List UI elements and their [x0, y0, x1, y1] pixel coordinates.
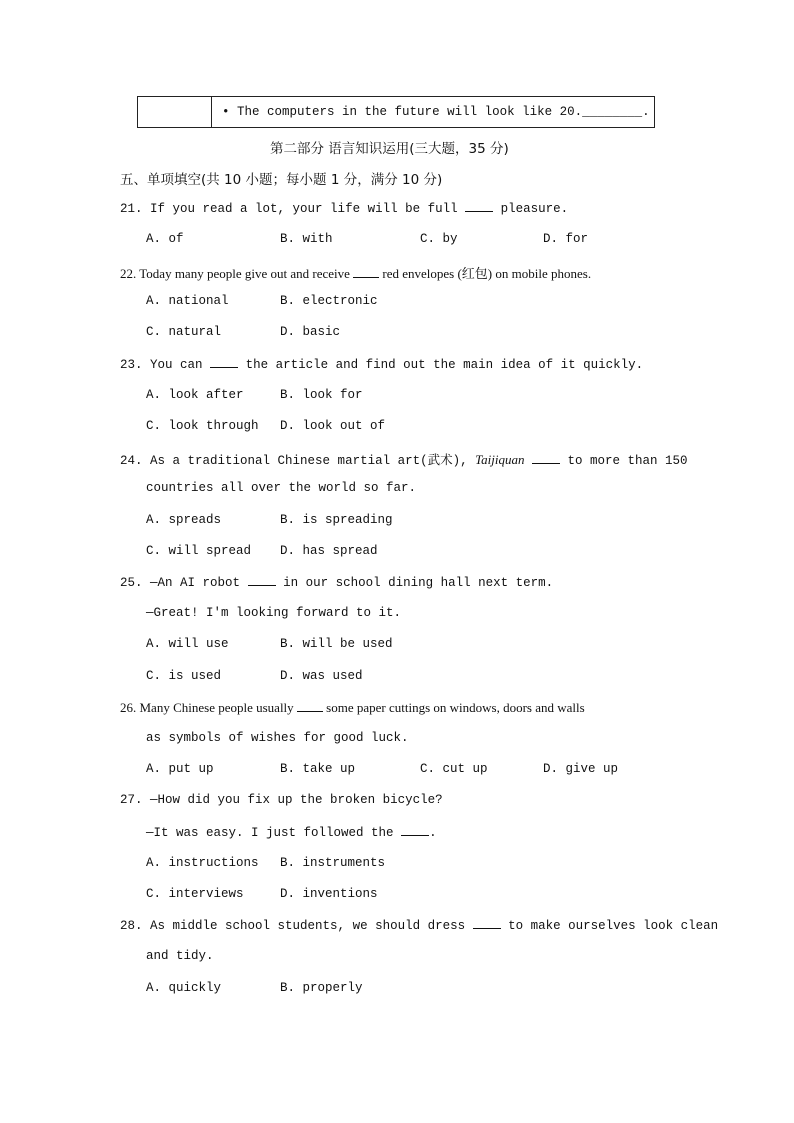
option: D. basic: [280, 325, 341, 339]
question-text: —It was easy. I just followed the: [146, 826, 394, 840]
question-28: [120, 918, 718, 933]
question-text: —An AI robot: [150, 576, 241, 590]
table-cell-text: [222, 105, 650, 119]
option: B. take up: [280, 762, 356, 776]
question-text: pleasure.: [500, 202, 569, 216]
question-number: 26.: [120, 700, 137, 715]
option: D. inventions: [280, 887, 378, 901]
answer-blank: [465, 201, 493, 212]
section5-title: 五、单项填空(共 10 小题；每小题 1 分，满分 10 分): [120, 172, 443, 188]
option: C. natural: [146, 325, 222, 339]
option: D. for: [543, 232, 589, 246]
question-continuation: —Great! I'm looking forward to it.: [146, 606, 402, 620]
option: B. look for: [280, 388, 363, 402]
table-end: .: [642, 105, 650, 119]
question-text: As middle school students, we should dress: [150, 919, 466, 933]
option: B. will be used: [280, 637, 393, 651]
question-text: red envelopes (红包) on mobile phones.: [382, 266, 592, 281]
part2-title: 第二部分 语言知识运用(三大题，35 分): [270, 141, 509, 157]
bullet: •: [222, 105, 230, 119]
question-continuation: [146, 825, 437, 840]
question-23: [120, 357, 643, 372]
question-number: 24.: [120, 454, 143, 468]
question-text: .: [429, 826, 437, 840]
option: A. will use: [146, 637, 229, 651]
question-number: 23.: [120, 358, 143, 372]
question-text: in our school dining hall next term.: [283, 576, 554, 590]
option: D. give up: [543, 762, 619, 776]
question-text: If you read a lot, your life will be full: [150, 202, 458, 216]
question-text: the article and find out the main idea of it quickly.: [245, 358, 644, 372]
question-number: 27.: [120, 793, 143, 807]
option: B. properly: [280, 981, 363, 995]
option: C. by: [420, 232, 458, 246]
option: C. interviews: [146, 887, 244, 901]
question-text: to make ourselves look clean: [508, 919, 719, 933]
answer-blank: [473, 918, 501, 929]
answer-blank: [353, 267, 379, 278]
option: C. is used: [146, 669, 222, 683]
table-text: The computers in the future will look like 20.: [237, 105, 583, 119]
answer-blank: [248, 575, 276, 586]
option: B. electronic: [280, 294, 378, 308]
question-number: 21.: [120, 202, 143, 216]
answer-table-row: [137, 96, 655, 128]
question-22: [120, 263, 591, 282]
option: A. of: [146, 232, 184, 246]
question-text: to more than 150: [567, 454, 688, 468]
option: A. look after: [146, 388, 244, 402]
question-text: As a traditional Chinese martial art(武术),: [150, 454, 468, 468]
option: A. put up: [146, 762, 214, 776]
question-text: Today many people give out and receive: [139, 266, 350, 281]
answer-blank: [532, 453, 560, 464]
question-continuation: as symbols of wishes for good luck.: [146, 731, 409, 745]
option: B. with: [280, 232, 333, 246]
option: C. look through: [146, 419, 259, 433]
option: C. cut up: [420, 762, 488, 776]
option: C. will spread: [146, 544, 252, 558]
option: A. spreads: [146, 513, 222, 527]
question-number: 28.: [120, 919, 143, 933]
question-text: Many Chinese people usually: [139, 700, 294, 715]
option: A. instructions: [146, 856, 259, 870]
option: A. quickly: [146, 981, 222, 995]
table-divider: [211, 97, 212, 127]
answer-blank: [401, 825, 429, 836]
question-continuation: and tidy.: [146, 949, 214, 963]
question-number: 25.: [120, 576, 143, 590]
question-continuation: countries all over the world so far.: [146, 481, 417, 495]
option: D. was used: [280, 669, 363, 683]
question-text: —How did you fix up the broken bicycle?: [150, 793, 443, 807]
answer-blank: [210, 357, 238, 368]
question-text: some paper cuttings on windows, doors and walls: [326, 700, 585, 715]
option: A. national: [146, 294, 229, 308]
option: B. instruments: [280, 856, 386, 870]
option: D. has spread: [280, 544, 378, 558]
option: B. is spreading: [280, 513, 393, 527]
question-number: 22.: [120, 266, 137, 281]
question-24: [120, 450, 688, 468]
question-italic-term: Taijiquan: [475, 452, 525, 467]
question-21: [120, 201, 568, 216]
question-text: You can: [150, 358, 203, 372]
question-25: [120, 575, 553, 590]
question-27: [120, 793, 443, 807]
table-blank: ________: [582, 105, 643, 119]
question-26: [120, 700, 585, 716]
option: D. look out of: [280, 419, 386, 433]
answer-blank: [297, 701, 323, 712]
